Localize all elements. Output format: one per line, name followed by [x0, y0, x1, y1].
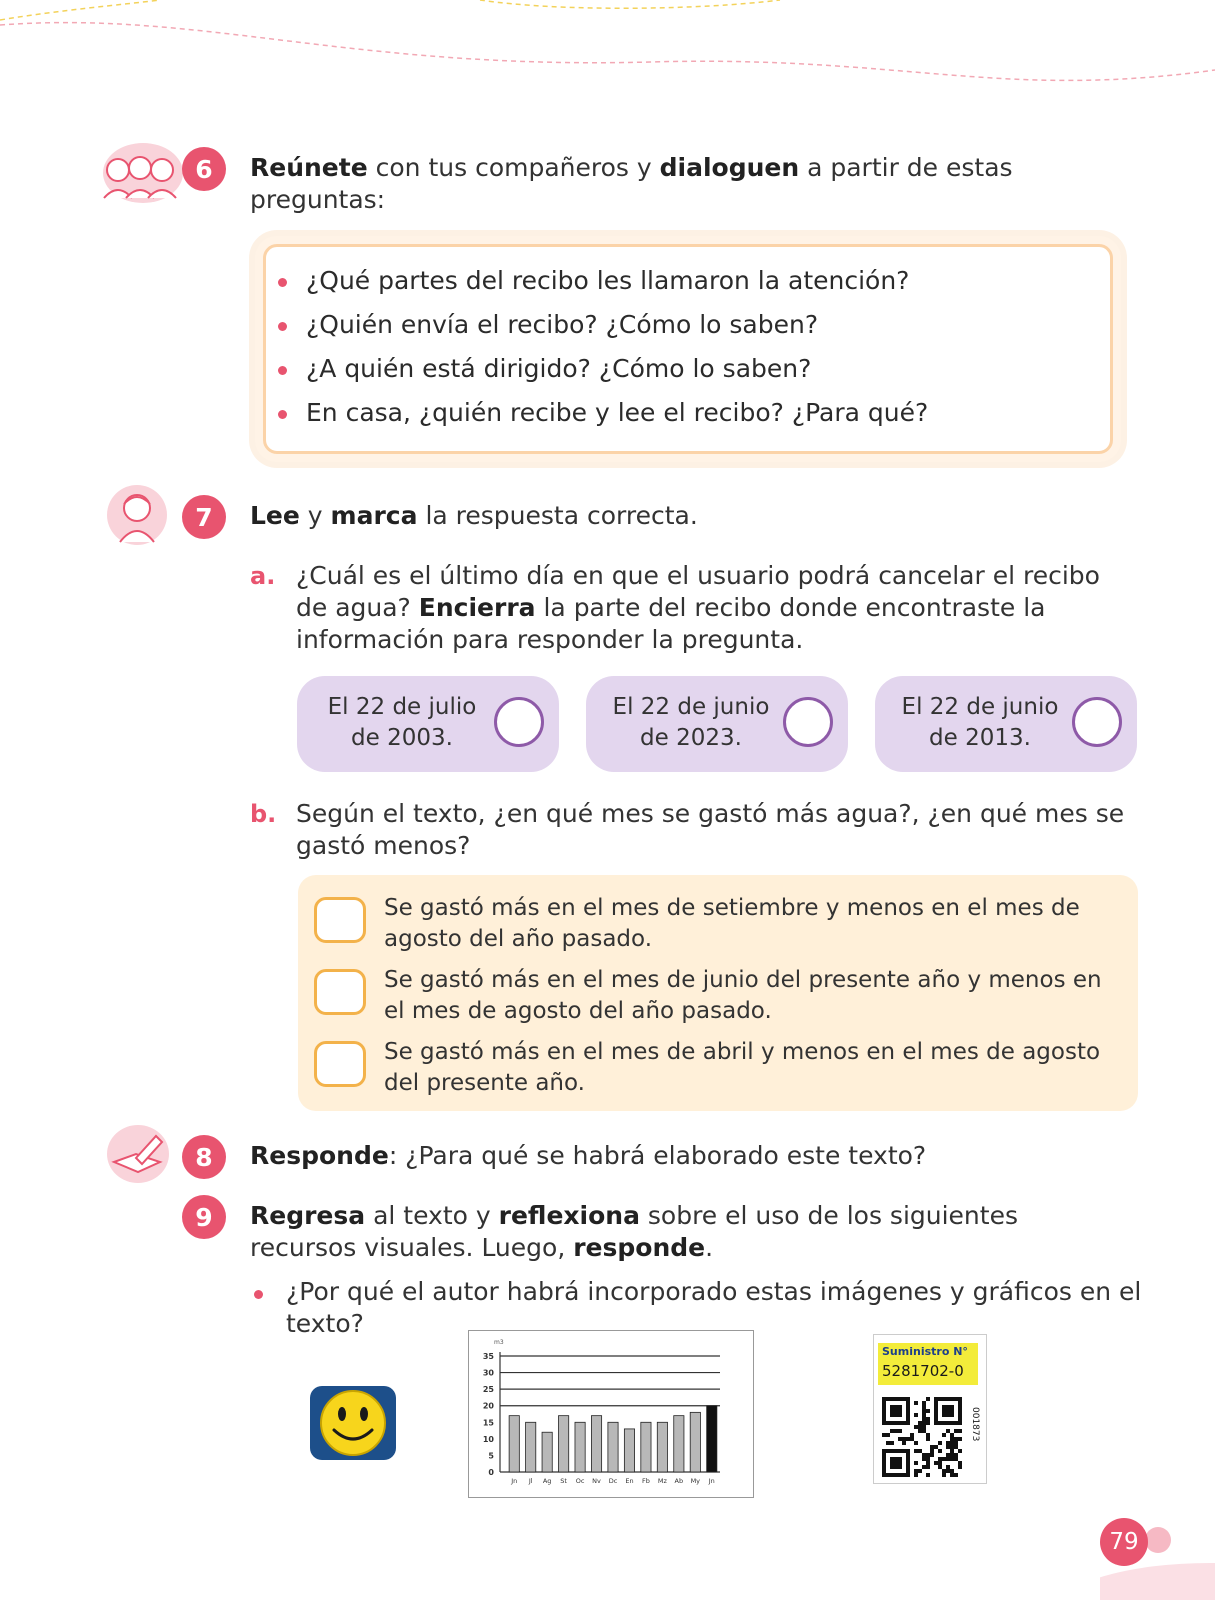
discussion-question: ¿A quién está dirigido? ¿Cómo lo saben? — [306, 347, 1110, 391]
chart-ylabel: m3 — [494, 1339, 504, 1346]
date-option-label: El 22 de junio de 2013. — [901, 694, 1059, 751]
question-number-7: 7 — [182, 495, 226, 539]
chart-bar — [559, 1416, 569, 1472]
discussion-question: ¿Quién envía el recibo? ¿Cómo lo saben? — [306, 303, 1110, 347]
chart-ytick-label: 10 — [482, 1434, 494, 1444]
date-option-3[interactable] — [875, 676, 1137, 772]
question-number-6: 6 — [182, 147, 226, 191]
chart-ytick-label: 20 — [482, 1401, 494, 1411]
chart-ytick-label: 15 — [482, 1418, 494, 1428]
chart-xtick-label: Jn — [708, 1477, 715, 1485]
question-7-prompt: Lee y marca la respuesta correcta. — [250, 501, 698, 530]
discussion-questions-box — [263, 244, 1113, 454]
chart-xtick-label: My — [690, 1477, 701, 1485]
chart-xtick-label: Ab — [674, 1477, 684, 1485]
chart-bar — [707, 1406, 717, 1472]
chart-xtick-label: Fb — [641, 1477, 650, 1485]
smiley-face-icon — [310, 1386, 396, 1460]
answer-checkbox-2[interactable] — [314, 969, 366, 1015]
chart-ytick-label: 5 — [488, 1451, 494, 1461]
answer-checkbox-3[interactable] — [314, 1041, 366, 1087]
bullet-dot — [254, 1290, 263, 1299]
chart-ytick-label: 30 — [482, 1368, 494, 1378]
question-6-prompt: Reúnete con tus compañeros y dialoguen a partir de estas preguntas: — [250, 153, 1013, 214]
supply-label: Suministro N° — [882, 1345, 968, 1358]
chart-bar — [509, 1416, 519, 1472]
answer-checkbox-1[interactable] — [314, 897, 366, 943]
date-option-1[interactable] — [297, 676, 559, 772]
month-option-3: Se gastó más en el mes de abril y menos en el mes de agosto del presente año. — [384, 1039, 1101, 1096]
receipt-code: 001873 — [970, 1407, 980, 1442]
chart-bar — [641, 1422, 651, 1472]
item-a-prompt: ¿Cuál es el último día en que el usuario podrá cancelar el recibo de agua? Encierra la parte del recibo donde encontraste la información para responder la pregunta. — [296, 561, 1100, 654]
chart-xtick-label: Mz — [657, 1477, 667, 1485]
date-option-2[interactable] — [586, 676, 848, 772]
qr-code-icon — [882, 1397, 962, 1477]
date-option-label: El 22 de julio de 2003. — [327, 694, 477, 751]
chart-bar — [608, 1422, 618, 1472]
chart-xtick-label: Ag — [542, 1477, 552, 1485]
chart-bar — [591, 1416, 601, 1472]
chart-xtick-label: Jn — [511, 1477, 518, 1485]
chart-bar — [624, 1429, 634, 1472]
discussion-question: ¿Qué partes del recibo les llamaron la atención? — [306, 259, 1110, 303]
question-number-9: 9 — [182, 1195, 226, 1239]
chart-bar — [674, 1416, 684, 1472]
month-option-2: Se gastó más en el mes de junio del presente año y menos en el mes de agosto del año pasado. — [384, 967, 1102, 1024]
chart-ytick-label: 35 — [482, 1352, 494, 1361]
item-b-prompt: Según el texto, ¿en qué mes se gastó más agua?, ¿en qué mes se gastó menos? — [296, 799, 1125, 860]
month-option-1: Se gastó más en el mes de setiembre y menos en el mes de agosto del año pasado. — [384, 895, 1080, 952]
page-number: 79 — [1100, 1518, 1148, 1566]
chart-ytick-label: 25 — [482, 1385, 494, 1395]
chart-bar — [690, 1412, 700, 1472]
group-students-icon — [98, 140, 184, 206]
date-option-label: El 22 de junio de 2023. — [612, 694, 770, 751]
month-options-box — [298, 875, 1138, 1111]
question-8-prompt: Responde: ¿Para qué se habrá elaborado este texto? — [250, 1141, 927, 1170]
chart-bar — [526, 1422, 536, 1472]
question-number-8: 8 — [182, 1135, 226, 1179]
supply-number: 5281702-0 — [882, 1362, 964, 1380]
question-9-prompt: Regresa al texto y reflexiona sobre el uso de los siguientes recursos visuales. Luego, responde. — [250, 1201, 1018, 1262]
chart-xtick-label: St — [560, 1477, 567, 1485]
chart-xtick-label: En — [625, 1477, 634, 1485]
student-icon — [106, 484, 168, 546]
answer-circle[interactable] — [494, 697, 544, 747]
chart-xtick-label: Nv — [592, 1477, 601, 1485]
receipt-image — [873, 1334, 987, 1484]
chart-bar — [657, 1422, 667, 1472]
item-letter-a: a. — [250, 562, 276, 590]
answer-circle[interactable] — [1072, 697, 1122, 747]
question-9-bullet: ¿Por qué el autor habrá incorporado estas imágenes y gráficos en el texto? — [286, 1277, 1142, 1338]
discussion-question: En casa, ¿quién recibe y lee el recibo? ¿Para qué? — [306, 391, 1110, 435]
writing-book-icon — [106, 1124, 170, 1184]
chart-xtick-label: Oc — [575, 1477, 585, 1485]
chart-bar — [575, 1422, 585, 1472]
top-wave-decoration — [0, 0, 1215, 110]
chart-bar — [542, 1432, 552, 1472]
chart-xtick-label: Jl — [528, 1477, 533, 1485]
item-letter-b: b. — [250, 800, 277, 828]
water-consumption-chart — [468, 1330, 754, 1498]
chart-ytick-label: 0 — [488, 1468, 494, 1477]
answer-circle[interactable] — [783, 697, 833, 747]
chart-xtick-label: Dc — [608, 1477, 618, 1485]
